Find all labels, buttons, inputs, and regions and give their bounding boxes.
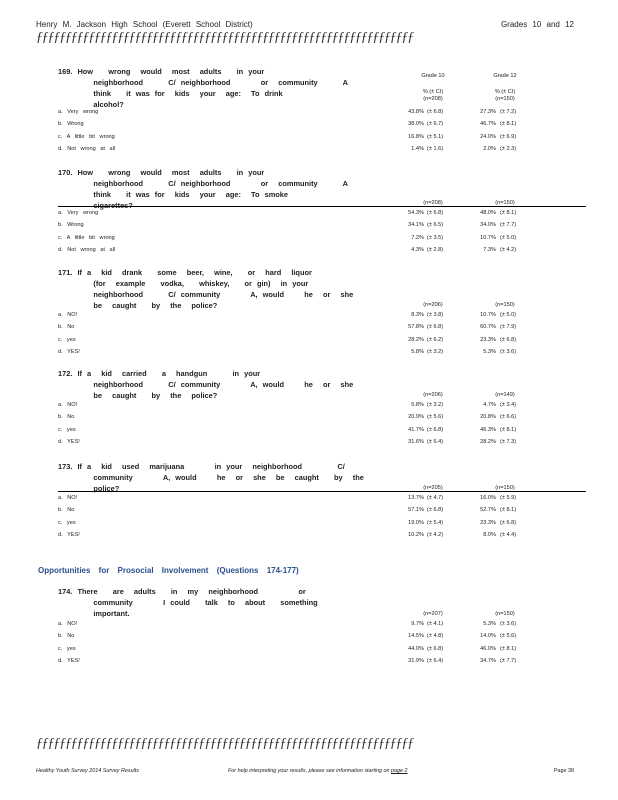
grade10-percent: 10.2%	[408, 532, 424, 539]
answer-option: d. YES!	[58, 658, 80, 665]
answer-option: d. Not wrong at all	[58, 247, 116, 254]
answer-option: b. No	[58, 633, 75, 640]
grade12-percent: 10.7%	[480, 312, 496, 318]
grade12-ci: (± 7.7)	[500, 222, 517, 229]
grade10-percent: 41.7%	[408, 426, 424, 433]
answer-option: b. Wrong	[58, 222, 84, 229]
grade10-percent: 19.0%	[408, 519, 424, 526]
answer-option: a. NO!	[58, 621, 78, 627]
sample-size: (n=150)	[495, 611, 515, 617]
answer-option: a. Very wrong	[58, 210, 99, 216]
grade10-ci: (± 6.8)	[427, 426, 444, 433]
grade10-percent: 43.8%	[408, 109, 424, 115]
grade10-percent: 20.9%	[408, 414, 424, 421]
grade12-ci: (± 3.4)	[500, 402, 517, 408]
grade10-ci: (± 2.8)	[427, 247, 444, 254]
header-school: Henry M. Jackson High School (Everett School District)	[36, 20, 253, 29]
grade10-ci: (± 3.2)	[427, 349, 444, 356]
grade10-percent: 16.8%	[408, 133, 424, 140]
question-title: 174. There are adults in my neighborhood or community I could talk to about something important.	[58, 587, 318, 618]
bottom-rule: ƒƒƒƒƒƒƒƒƒƒƒƒƒƒƒƒƒƒƒƒƒƒƒƒƒƒƒƒƒƒƒƒƒƒƒƒƒƒƒƒƒƒƒƒƒƒƒƒƒƒƒƒƒƒƒƒƒƒƒƒƒƒƒƒƒ	[36, 736, 414, 751]
answer-row	[58, 618, 588, 630]
grade12-ci: (± 7.7)	[500, 658, 517, 665]
grade10-percent: 57.1%	[408, 507, 424, 514]
answer-option: c. yes	[58, 645, 76, 652]
grade10-ci: (± 4.1)	[427, 621, 444, 627]
grade10-percent: 54.3%	[408, 210, 424, 216]
answer-row	[58, 143, 588, 155]
grade12-percent: 27.3%	[480, 109, 496, 115]
answer-row	[58, 643, 588, 655]
answer-option: a. Very wrong	[58, 109, 99, 115]
sample-size: (n=150)	[495, 302, 515, 308]
grade10-ci: (± 6.8)	[427, 210, 444, 216]
answer-row	[58, 399, 588, 411]
grade12-ci: (± 7.2)	[500, 109, 517, 115]
footer-help-text: For help interpreting your results, please see information starting on	[228, 768, 390, 774]
grade10-ci: (± 5.4)	[427, 519, 444, 526]
grade10-ci: (± 6.8)	[427, 645, 444, 652]
grade12-percent: 10.7%	[480, 234, 496, 241]
grade12-percent: 34.7%	[480, 658, 496, 665]
question-title: 171. If a kid drank some beer, wine, or hard liquor (for example vodka, whiskey, or gin) in your neighborhood C/ community A, would he or she be caught by the police?	[58, 268, 354, 310]
answer-option: a. NO!	[58, 402, 78, 408]
sample-size: (n=206)	[423, 302, 443, 308]
answer-option: d. YES!	[58, 349, 80, 356]
sample-size: (n=150)	[495, 485, 515, 491]
answer-option: d. Not wrong at all	[58, 146, 116, 153]
grade12-percent: 46.7%	[480, 121, 496, 128]
question-title: 172. If a kid carried a handgun in your neighborhood C/ community A, would he or she be caught by the police?	[58, 369, 354, 400]
answer-row	[58, 232, 588, 244]
answer-option: c. yes	[58, 336, 76, 343]
answer-row	[58, 309, 588, 321]
grade12-percent: 28.2%	[480, 439, 496, 446]
footer-help	[228, 768, 408, 774]
grade12-ci: (± 4.4)	[500, 532, 517, 539]
answer-row	[58, 334, 588, 346]
grade10-percent: 13.7%	[408, 495, 424, 501]
grade10-percent: 57.8%	[408, 324, 424, 331]
percent-ci-header: % (± CI)	[494, 89, 516, 95]
grade12-percent: 5.3%	[483, 621, 496, 627]
grade12-percent: 7.3%	[483, 247, 496, 254]
percent-ci-header: % (± CI)	[422, 89, 444, 95]
answer-row	[58, 436, 588, 448]
grade10-percent: 1.4%	[411, 146, 424, 153]
grade12-percent: 46.3%	[480, 426, 496, 433]
grade10-ci: (± 3.2)	[427, 402, 444, 408]
grade12-percent: 20.8%	[480, 414, 496, 421]
answer-row	[58, 346, 588, 358]
answer-option: b. No	[58, 507, 75, 514]
grade10-ci: (± 5.6)	[427, 414, 444, 421]
grade12-percent: 23.3%	[480, 519, 496, 526]
sample-size: (n=206)	[423, 392, 443, 398]
grade12-ci: (± 7.9)	[500, 324, 517, 331]
sample-size: (n=150)	[495, 200, 515, 206]
grade10-ci: (± 6.8)	[427, 109, 444, 115]
grade10-ci: (± 4.7)	[427, 495, 444, 501]
grade12-percent: 52.7%	[480, 507, 496, 514]
grade10-percent: 7.2%	[411, 234, 424, 241]
grade10-percent: 38.0%	[408, 121, 424, 128]
grade10-ci: (± 4.2)	[427, 532, 444, 539]
grade12-percent: 8.0%	[483, 532, 496, 539]
answer-row	[58, 207, 588, 219]
grade10-header: Grade 10	[421, 73, 445, 79]
answer-option: b. No	[58, 414, 75, 421]
grade12-percent: 4.7%	[483, 402, 496, 408]
section-title: Opportunities for Prosocial Involvement (Questions 174-177)	[38, 566, 299, 575]
answer-row	[58, 244, 588, 256]
answer-row	[58, 321, 588, 333]
answer-row	[58, 630, 588, 642]
grade12-ci: (± 5.6)	[500, 633, 517, 640]
grade12-ci: (± 5.0)	[500, 312, 517, 318]
page-number: Page 38	[553, 768, 574, 774]
answer-option: c. A little bit wrong	[58, 133, 115, 140]
grade12-percent: 14.0%	[480, 633, 496, 640]
grade12-ci: (± 6.8)	[500, 519, 517, 526]
answer-row	[58, 106, 588, 118]
grade12-ci: (± 8.1)	[500, 426, 517, 433]
answer-row	[58, 131, 588, 143]
grade12-percent: 34.0%	[480, 222, 496, 229]
sample-size: (n=207)	[423, 611, 443, 617]
answer-option: a. NO!	[58, 312, 78, 318]
grade10-ci: (± 6.8)	[427, 324, 444, 331]
grade10-ci: (± 3.8)	[427, 312, 444, 318]
answer-row	[58, 517, 588, 529]
grade10-percent: 5.8%	[411, 402, 424, 408]
grade12-ci: (± 8.1)	[500, 121, 517, 128]
top-rule: ƒƒƒƒƒƒƒƒƒƒƒƒƒƒƒƒƒƒƒƒƒƒƒƒƒƒƒƒƒƒƒƒƒƒƒƒƒƒƒƒƒƒƒƒƒƒƒƒƒƒƒƒƒƒƒƒƒƒƒƒƒƒƒƒƒ	[36, 30, 414, 45]
grade12-ci: (± 6.9)	[500, 133, 517, 140]
grade10-ci: (± 6.4)	[427, 658, 444, 665]
answer-row	[58, 424, 588, 436]
grade10-ci: (± 6.8)	[427, 507, 444, 514]
grade10-percent: 44.0%	[408, 645, 424, 652]
grade10-ci: (± 6.2)	[427, 336, 444, 343]
footer-survey: Healthy Youth Survey 2014 Survey Results	[36, 768, 139, 774]
question-title: 173. If a kid used marijuana in your neighborhood C/ community A, would he or she be caught by the police?	[58, 462, 364, 493]
grade10-ci: (± 6.4)	[427, 439, 444, 446]
footer-page-link[interactable]: page 2	[391, 768, 408, 774]
answer-option: d. YES!	[58, 439, 80, 446]
sample-size: (n=208)	[423, 200, 443, 206]
grade10-ci: (± 6.7)	[427, 121, 444, 128]
grade12-percent: 5.3%	[483, 349, 496, 356]
grade12-ci: (± 2.3)	[500, 146, 517, 153]
grade12-ci: (± 4.2)	[500, 247, 517, 254]
grade12-percent: 2.0%	[483, 146, 496, 153]
grade10-ci: (± 5.1)	[427, 133, 444, 140]
sample-size: (n=208)	[423, 96, 443, 102]
grade12-ci: (± 3.6)	[500, 349, 517, 356]
grade12-ci: (± 5.0)	[500, 234, 517, 241]
grade12-percent: 48.0%	[480, 210, 496, 216]
answer-row	[58, 411, 588, 423]
answer-option: c. yes	[58, 426, 76, 433]
grade12-ci: (± 3.6)	[500, 621, 517, 627]
grade10-percent: 31.9%	[408, 658, 424, 665]
sample-size: (n=149)	[495, 392, 515, 398]
grade12-percent: 16.0%	[480, 495, 496, 501]
answer-option: b. No	[58, 324, 75, 331]
grade12-percent: 46.0%	[480, 645, 496, 652]
grade10-ci: (± 4.8)	[427, 633, 444, 640]
answer-row	[58, 655, 588, 667]
grade12-percent: 24.0%	[480, 133, 496, 140]
answer-option: d. YES!	[58, 532, 80, 539]
grade10-percent: 34.1%	[408, 222, 424, 229]
sample-size: (n=205)	[423, 485, 443, 491]
grade10-percent: 14.5%	[408, 633, 424, 640]
grade10-ci: (± 3.5)	[427, 234, 444, 241]
answer-row	[58, 118, 588, 130]
grade12-ci: (± 8.1)	[500, 645, 517, 652]
answer-row	[58, 504, 588, 516]
grade10-ci: (± 1.6)	[427, 146, 444, 153]
grade12-ci: (± 6.8)	[500, 336, 517, 343]
grade12-ci: (± 7.3)	[500, 439, 517, 446]
grade10-percent: 4.3%	[411, 247, 424, 254]
grade12-ci: (± 6.6)	[500, 414, 517, 421]
question-title: 169. How wrong would most adults in your neighborhood C/ neighborhood or community A think it was for kids your age: To drink alcohol?	[58, 67, 348, 109]
grade10-percent: 28.2%	[408, 336, 424, 343]
answer-row	[58, 492, 588, 504]
answer-option: c. yes	[58, 519, 76, 526]
answer-row	[58, 219, 588, 231]
grade12-ci: (± 8.1)	[500, 507, 517, 514]
grade10-percent: 9.7%	[411, 621, 424, 627]
header-grades: Grades 10 and 12	[500, 20, 574, 29]
grade10-percent: 8.3%	[411, 312, 424, 318]
grade12-ci: (± 5.9)	[500, 495, 517, 501]
grade12-percent: 23.3%	[480, 336, 496, 343]
answer-row	[58, 529, 588, 541]
answer-option: a. NO!	[58, 495, 78, 501]
grade10-percent: 31.6%	[408, 439, 424, 446]
grade10-ci: (± 6.5)	[427, 222, 444, 229]
answer-option: b. Wrong	[58, 121, 84, 128]
grade12-header: Grade 12	[493, 73, 517, 79]
sample-size: (n=150)	[495, 96, 515, 102]
answer-option: c. A little bit wrong	[58, 234, 115, 241]
grade12-percent: 60.7%	[480, 324, 496, 331]
grade10-percent: 5.8%	[411, 349, 424, 356]
question-title: 170. How wrong would most adults in your neighborhood C/ neighborhood or community A think it was for kids your age: To smoke cigarettes?	[58, 168, 348, 210]
grade12-ci: (± 8.1)	[500, 210, 517, 216]
